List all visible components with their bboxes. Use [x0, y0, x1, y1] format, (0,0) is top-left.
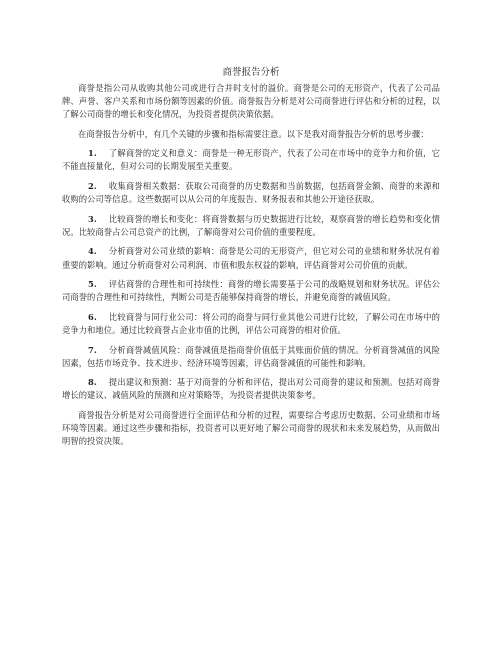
step-number: 8 .: [88, 377, 97, 387]
step-item-5: [62, 278, 440, 304]
step-text: 收集商誉相关数据：获取公司商誉的历史数据和当前数据，包括商誉金额、商誉的来源和收购的公司等信息。这些数据可以从公司的年度报告、财务报表和其他公开途径获取。: [62, 181, 440, 205]
intro-paragraph: 商誉是指公司从收购其他公司或进行合并时支付的溢价。商誉是公司的无形资产，代表了公司品牌、声誉、客户关系和市场份额等因素的价值。商誉报告分析是对公司商誉进行评估和分析的过程，以了解公司商誉的增长和变化情况，为投资者提供决策依据。: [62, 83, 440, 120]
step-number: 1 .: [88, 148, 97, 158]
step-number: 3 .: [88, 214, 97, 224]
step-text: 分析商誉对公司业绩的影响：商誉是公司的无形资产，但它对公司的业绩和财务状况有着重要的影响。通过分析商誉对公司利润、市值和股东权益的影响，评估商誉对公司价值的贡献。: [62, 246, 440, 270]
step-number: 5 .: [88, 279, 97, 289]
step-item-3: [62, 213, 440, 239]
step-text: 评估商誉的合理性和可持续性：商誉的增长需要基于公司的战略规划和财务状况。评估公司商誉的合理性和可持续性，判断公司是否能够保持商誉的增长，并避免商誉的减值风险。: [62, 279, 440, 303]
step-number: 6 .: [88, 312, 97, 322]
step-text: 比较商誉的增长和变化：将商誉数据与历史数据进行比较，观察商誉的增长趋势和变化情况。比较商誉占公司总资产的比例，了解商誉对公司价值的重要程度。: [62, 213, 440, 237]
conclusion-paragraph: 商誉报告分析是对公司商誉进行全面评估和分析的过程，需要综合考虑历史数据、公司业绩和市场环境等因素。通过这些步骤和指标，投资者可以更好地了解公司商誉的现状和未来发展趋势，从而做出明智的投资决策。: [62, 409, 440, 447]
step-item-6: [62, 311, 440, 337]
step-text: 了解商誉的定义和意义：商誉是一种无形资产，代表了公司在市场中的竞争力和价值，它不能直接量化，但对公司的长期发展至关重要。: [62, 148, 440, 172]
step-text: 比较商誉与同行业公司：将公司的商誉与同行业其他公司进行比较，了解公司在市场中的竞争力和地位。通过比较商誉占企业市值的比例，评估公司商誉的相对价值。: [62, 311, 440, 335]
step-item-1: [62, 147, 440, 173]
step-item-8: [62, 376, 440, 402]
lead-paragraph: 在商誉报告分析中，有几个关键的步骤和指标需要注意。以下是我对商誉报告分析的思考步骤：: [78, 128, 429, 139]
step-text: 分析商誉减值风险：商誉减值是指商誉价值低于其账面价值的情况。分析商誉减值的风险因素，包括市场竞争、技术进步、经济环境等因素，评估商誉减值的可能性和影响。: [62, 344, 440, 368]
step-item-7: [62, 344, 440, 370]
step-number: 4 .: [88, 246, 97, 256]
document-title: 商誉报告分析: [222, 67, 280, 78]
step-item-4: [62, 245, 440, 271]
step-number: 7 .: [88, 345, 97, 355]
step-text: 提出建议和预测：基于对商誉的分析和评估，提出对公司商誉的建议和预测。包括对商誉增长的建议、减值风险的预测和应对策略等，为投资者提供决策参考。: [62, 377, 440, 401]
step-item-2: [62, 180, 440, 206]
step-number: 2 .: [88, 181, 97, 191]
